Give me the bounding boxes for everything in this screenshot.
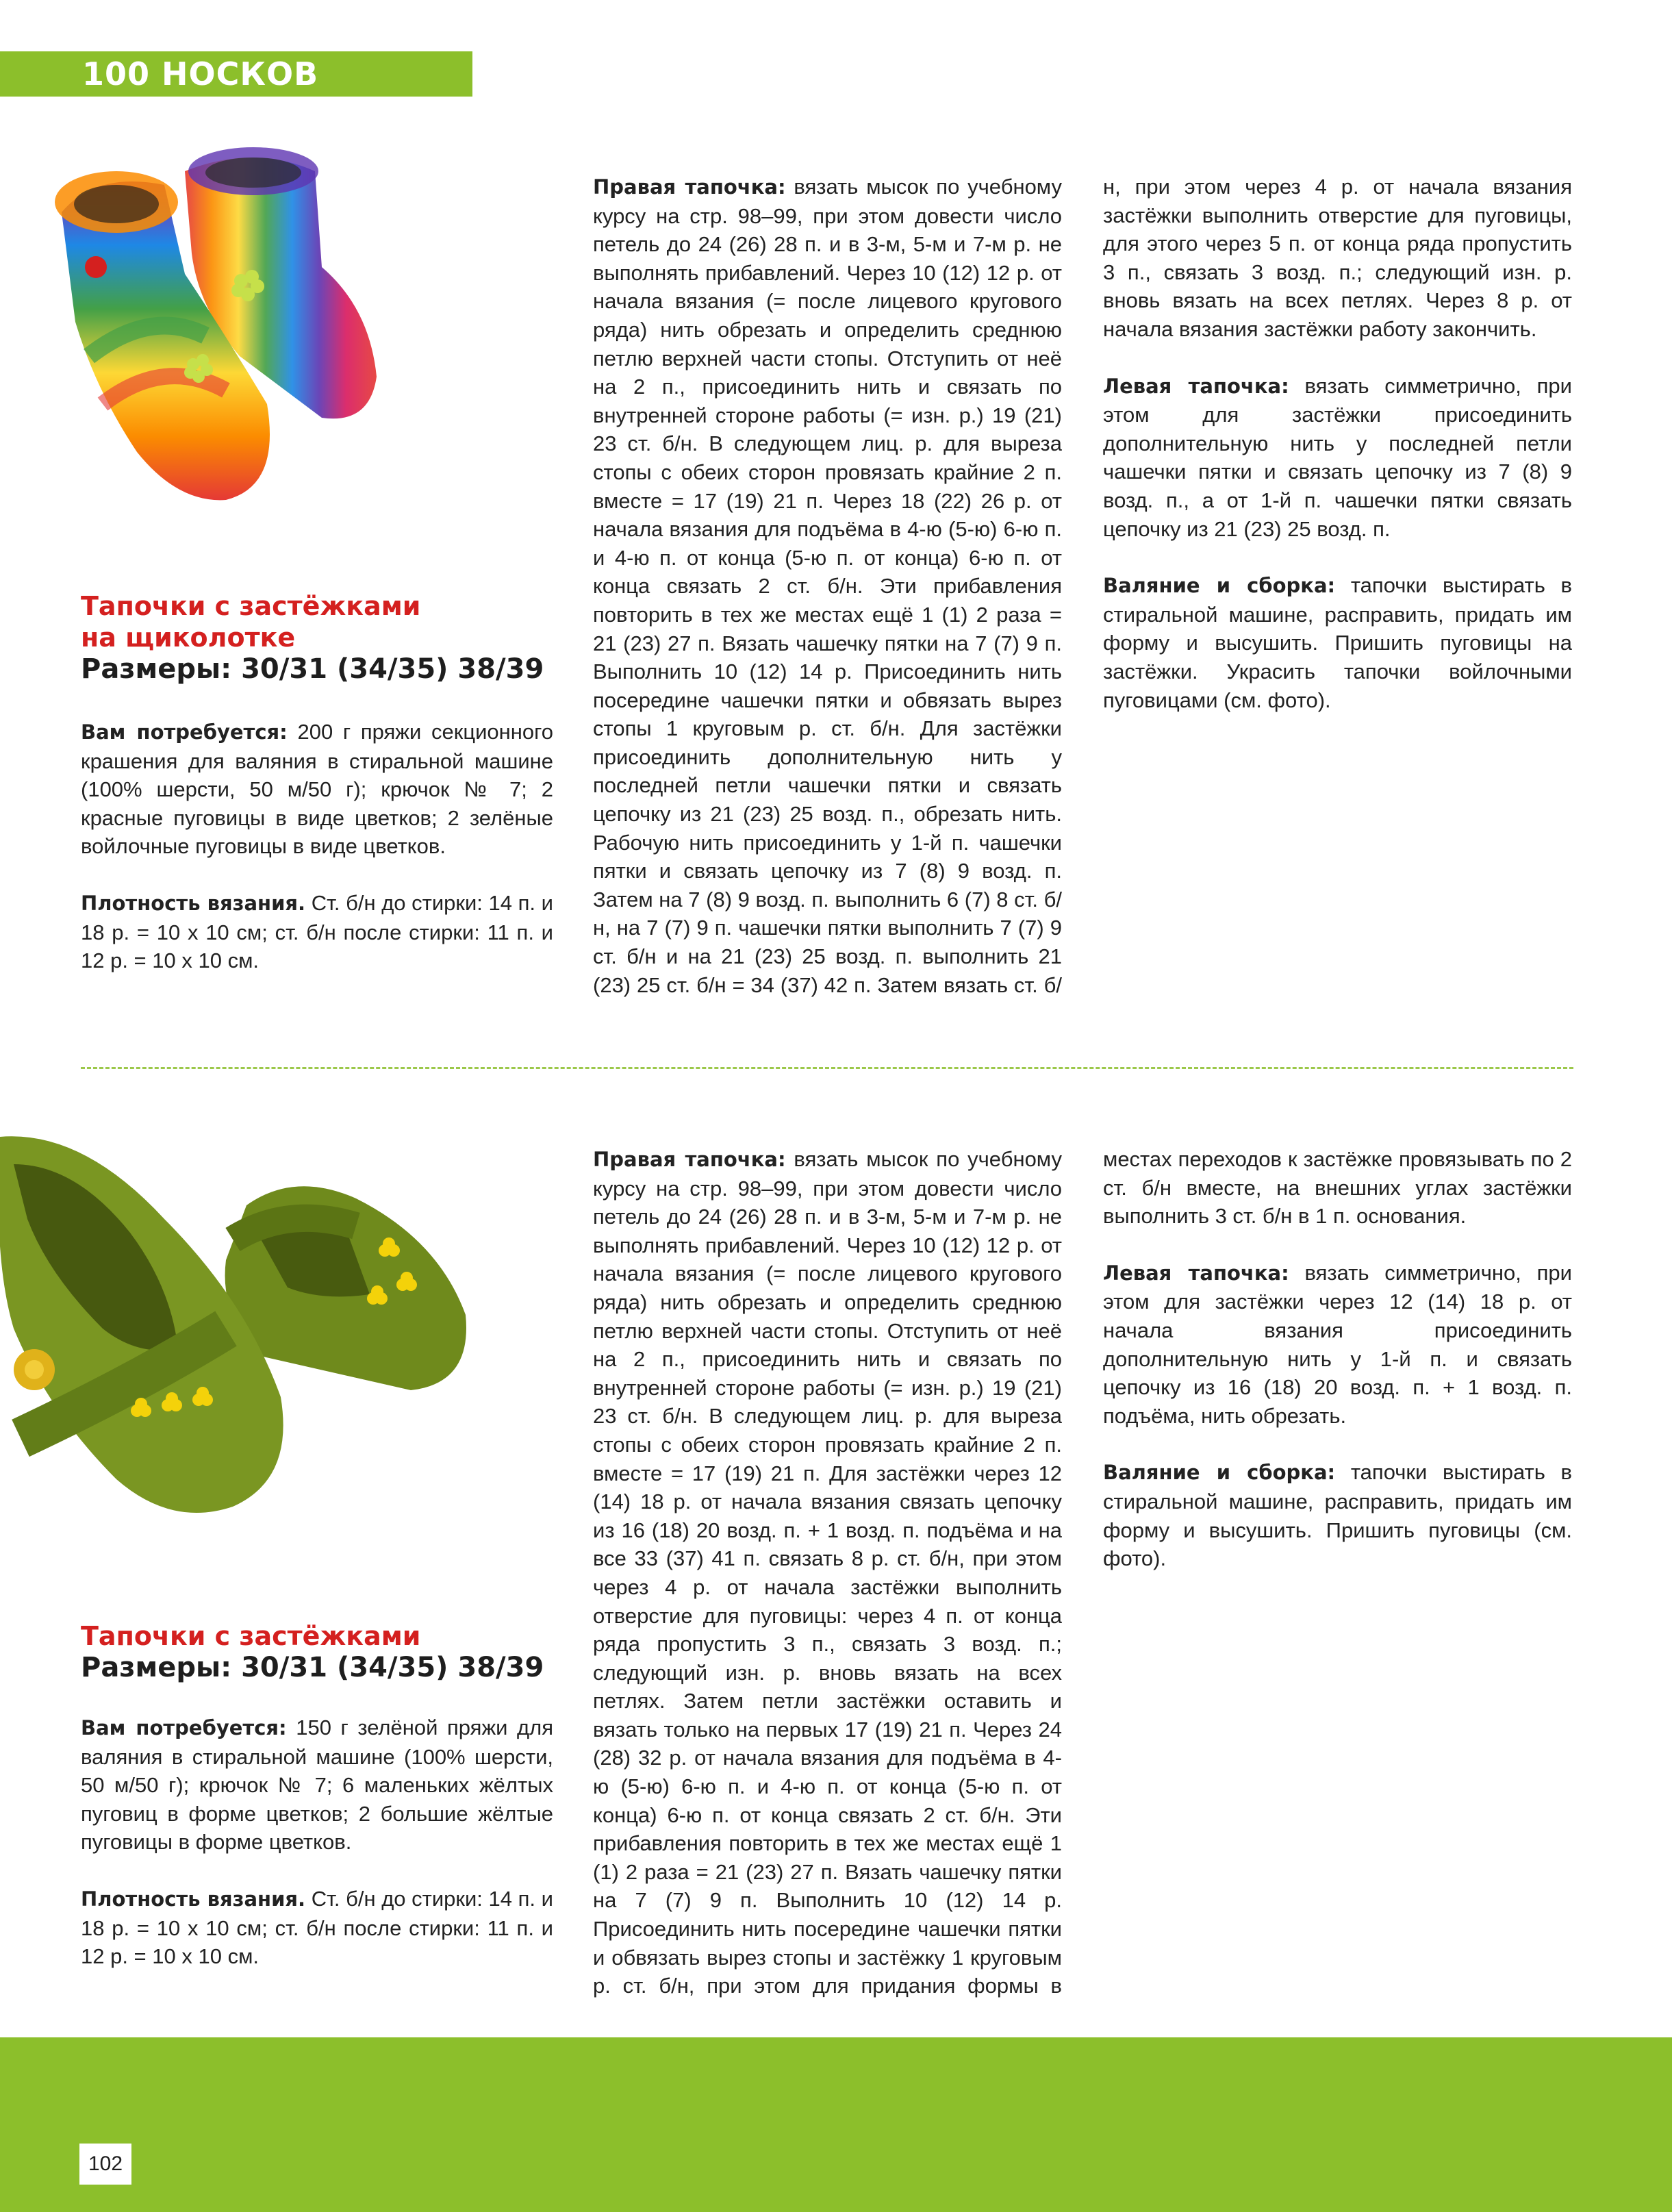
pattern-2-left-text: вязать симметрично, при этом для застёжки через 12 (14) 18 р. от начала вязания присоединить дополнительную нить у 1-й п. и связать цепочку из 16 (18) 20 возд. п. + 1 возд. п. подъёма, нить обрезать. xyxy=(1103,1260,1572,1428)
pattern-1-gauge-label: Плотность вязания. xyxy=(81,891,306,915)
pattern-1-finishing xyxy=(1103,571,1572,714)
page-number: 102 xyxy=(88,2152,123,2175)
pattern-1-title xyxy=(81,590,574,685)
pattern-2-gauge-label: Плотность вязания. xyxy=(81,1887,306,1911)
pattern-1-sizes: Размеры: 30/31 (34/35) 38/39 xyxy=(81,653,544,685)
section-divider xyxy=(81,1067,1573,1069)
pattern-2-title-line1: Тапочки с застёжками xyxy=(81,1621,421,1651)
pattern-2-left-slipper xyxy=(1103,1259,1572,1431)
pattern-1-left-slipper xyxy=(1103,372,1572,544)
pattern-2-left-label: Левая тапочка: xyxy=(1103,1261,1289,1285)
pattern-2-gauge-text: Ст. б/н до стирки: 14 п. и 18 р. = 10 х 10 см; ст. б/н после стирки: 11 п. и 12 р. = 10 х 10 см. xyxy=(81,1886,553,1969)
pattern-1-finish-label: Валяние и сборка: xyxy=(1103,574,1336,598)
pattern-2-right-text: вязать мысок по учебному курсу на стр. 98–99, при этом довести число петель до 24 (26) 28 п. и в 3-м, 5-м и 7-м р. не выполнять прибавлений. Через 10 (12) 12 р. от начала вязания (= после лицевого кругового ряда) нить обрезать и определить среднюю петлю верхней части стопы. Отступить от неё на 2 п., присоединить нить и связать по внутренней стороне работы (= изн. р.) 19 (21) 23 ст. б/н. В следующем лиц. р. для выреза стопы с обеих сторон провязать крайние 2 п. вместе = 17 (19) 21 п. Для застёжки через 12 (14) 18 р. от начала вязания связать цепочку из 16 (18) 20 возд. п. + 1 возд. п. подъёма и на все 33 (37) 41 п. связать 8 р. ст. б/н, при этом через 4 р. от начала застёжки выполнить отверстие для пуговицы: через 4 п. от конца ряда пропустить 3 п., связать 3 возд. п.; следующий изн. р. вновь вязать на всех петлях. Затем петли застёжки оставить и вязать только на первых 17 (19) 21 п. Через 24 (28) 32 р. от начала вязания для подъёма в 4-ю (5-ю) 6-ю п. и 4-ю п. от конца (5-ю п. от конца) 6-ю п. от конца связать 2 ст. б/н. Эти прибавления повторить в тех же местах ещё 1 (1) 2 раза = 21 (23) 27 п. Вязать чашечку пятки на 7 (7) 9 п. Выполнить 10 (12) 14 р. Присоединить нить посередине чашечки пятки и обвязать вырез стопы и застёжку 1 круговым р. ст. б/н, при этом для придания формы в местах переходов к застёжке провязывать по 2 ст. б/н вместе, на внешних углах застёжки выполнить 3 ст. б/н в 1 п. основания. xyxy=(593,1147,1572,1998)
rainbow-slippers-photo xyxy=(48,130,404,555)
pattern-2-materials xyxy=(81,1713,553,1857)
pattern-1-title-line2: на щиколотке xyxy=(81,623,296,653)
pattern-1-title-line1: Тапочки с застёжками xyxy=(81,591,421,621)
header-bar xyxy=(0,51,472,97)
pattern-2-instructions xyxy=(593,1145,1572,2013)
pattern-2-finish-text: тапочки выстирать в стиральной машине, расправить, придать им форму и высушить. Пришить пуговицы (см. фото). xyxy=(1103,1460,1573,1571)
header-title: 100 НОСКОВ xyxy=(82,55,319,92)
pattern-1-right-text: вязать мысок по учебному курсу на стр. 98–99, при этом довести число петель до 24 (26) 28 п. и в 3-м, 5-м и 7-м р. не выполнять прибавлений. Через 10 (12) 12 р. от начала вязания (= после лицевого кругового ряда) нить обрезать и определить среднюю петлю верхней части стопы. Отступить от неё на 2 п., присоединить нить и связать по внутренней стороне работы (= изн. р.) 19 (21) 23 ст. б/н. В следующем лиц. р. для выреза стопы с обеих сторон провязать крайние 2 п. вместе = 17 (19) 21 п. Через 18 (22) 26 р. от начала вязания для подъёма в 4-ю (5-ю) 6-ю п. и 4-ю п. от конца (5-ю п. от конца) 6-ю п. от конца связать 2 ст. б/н. Эти прибавления повторить в тех же местах ещё 1 (1) 2 раза = 21 (23) 27 п. Вязать чашечку пятки на 7 (7) 9 п. Выполнить 10 (12) 14 р. Присоединить нить посередине чашечки пятки и обвязать вырез стопы 1 круговым р. ст. б/н. Для застёжки присоединить дополнительную нить у последней петли чашечки пятки и связать цепочку из 21 (23) 25 возд. п., обрезать нить. Рабочую нить присоединить у 1-й п. чашечки пятки и связать цепочку из 7 (8) 9 возд. п. Затем на 7 (8) 9 возд. п. выполнить 6 (7) 8 ст. б/н, на 7 (7) 9 п. чашечки пятки выполнить 7 (7) 9 ст. б/н и на 21 (23) 25 возд. п. выполнить 21 (23) 25 ст. б/н = 34 (37) 42 п. Затем вязать ст. б/н, при этом через 4 р. от начала вязания застёжки выполнить отверстие для пуговицы, для этого через 5 п. от конца ряда пропустить 3 п., связать 3 возд. п.; следующий изн. р. вновь вязать на всех петлях. Через 8 р. от начала вязания застёжки работу закончить. xyxy=(593,175,1572,997)
pattern-1-right-label: Правая тапочка: xyxy=(593,175,786,199)
pattern-2-materials-label: Вам потребуется: xyxy=(81,1716,287,1739)
pattern-2-finishing xyxy=(1103,1458,1572,1572)
pattern-1-gauge xyxy=(81,889,553,975)
green-slippers-photo xyxy=(0,1123,479,1561)
pattern-2-finish-label: Валяние и сборка: xyxy=(1103,1461,1336,1485)
pattern-2-materials-column xyxy=(81,1713,553,1999)
pattern-1-materials-column xyxy=(81,718,553,1003)
pattern-1-materials xyxy=(81,718,553,861)
pattern-1-left-label: Левая тапочка: xyxy=(1103,374,1289,398)
pattern-1-gauge-text: Ст. б/н до стирки: 14 п. и 18 р. = 10 х 10 см; ст. б/н после стирки: 11 п. и 12 р. = 10 х 10 см. xyxy=(81,890,553,973)
page-number-box xyxy=(79,2144,131,2185)
pattern-1-instructions xyxy=(593,173,1572,1003)
pattern-2-right-label: Правая тапочка: xyxy=(593,1148,786,1171)
pattern-1-finish-text: тапочки выстирать в стиральной машине, расправить, придать им форму и высушить. Пришить пуговицы на застёжки. Украсить тапочки войлочными пуговицами (см. фото). xyxy=(1103,573,1573,712)
pattern-1-materials-text: 200 г пряжи секционного крашения для валяния в стиральной машине (100% шерсти, 50 м/50 г); крючок № 7; 2 красные пуговицы в виде цветков; 2 зелёные войлочные пуговицы в виде цветков. xyxy=(81,720,553,859)
pattern-2-materials-text: 150 г зелёной пряжи для валяния в стиральной машине (100% шерсти, 50 м/50 г); крючок № 7; 6 маленьких жёлтых пуговиц в форме цветков; 2 большие жёлтые пуговицы в форме цветков. xyxy=(81,1715,554,1855)
pattern-1-left-text: вязать симметрично, при этом для застёжки присоединить дополнительную нить у последней петли чашечки пятки и связать цепочку из 7 (8) 9 возд. п., а от 1-й п. чашечки пятки связать цепочку из 21 (23) 25 возд. п. xyxy=(1103,373,1572,541)
pattern-2-title xyxy=(81,1620,574,1683)
pattern-1-materials-label: Вам потребуется: xyxy=(81,720,288,744)
footer-bar xyxy=(0,2037,1672,2212)
pattern-2-gauge xyxy=(81,1885,553,1971)
pattern-2-sizes: Размеры: 30/31 (34/35) 38/39 xyxy=(81,1652,544,1683)
